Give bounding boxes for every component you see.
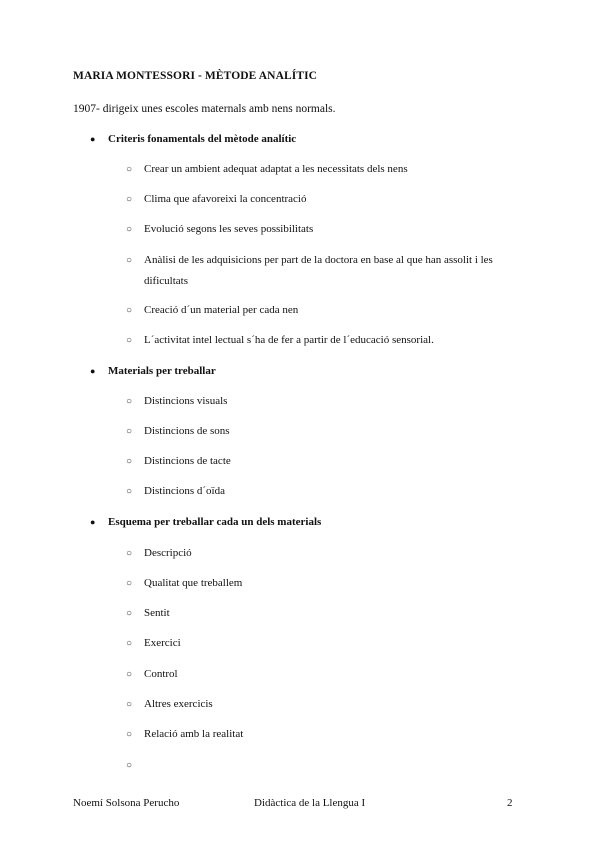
list-item-text: Clima que afavoreixi la concentració	[144, 193, 307, 205]
hollow-bullet-icon: ○	[126, 456, 133, 467]
list-item-text: Crear un ambient adequat adaptat a les necessitats dels nens	[144, 163, 408, 175]
hollow-bullet-icon: ○	[126, 396, 133, 407]
list-item	[126, 755, 530, 776]
list-item	[126, 724, 530, 745]
list-item	[126, 481, 530, 502]
hollow-bullet-icon: ○	[126, 729, 133, 740]
hollow-bullet-icon: ○	[126, 638, 133, 649]
list-item	[126, 603, 530, 624]
footer-author: Noemí Solsona Perucho	[73, 797, 180, 809]
list-item-text: Exercici	[144, 637, 181, 649]
section-heading	[90, 516, 321, 528]
list-item	[126, 219, 530, 240]
list-item	[126, 451, 530, 472]
hollow-bullet-icon: ○	[126, 548, 133, 559]
list-item-text: Sentit	[144, 607, 170, 619]
list-item-text: Descripció	[144, 547, 192, 559]
list-item	[126, 300, 530, 321]
list-item-text: Creació d´un material per cada nen	[144, 304, 299, 316]
list-item-text: Distincions d´oïda	[144, 485, 225, 497]
page-number: 2	[507, 797, 513, 809]
list-item-text: Altres exercicis	[144, 698, 213, 710]
list-item	[126, 694, 530, 715]
section-heading	[90, 365, 216, 377]
list-item	[126, 189, 530, 210]
hollow-bullet-icon: ○	[126, 224, 133, 235]
hollow-bullet-icon: ○	[126, 486, 133, 497]
list-item	[126, 664, 530, 685]
filled-bullet-icon: ●	[90, 134, 96, 144]
hollow-bullet-icon: ○	[126, 335, 133, 346]
hollow-bullet-icon: ○	[126, 164, 133, 175]
hollow-bullet-icon: ○	[126, 426, 133, 437]
filled-bullet-icon: ●	[90, 366, 96, 376]
document-title: MARIA MONTESSORI - MÈTODE ANALÍTIC	[73, 70, 318, 82]
list-item	[126, 543, 530, 564]
list-item	[126, 633, 530, 654]
list-item-text: Anàlisi de les adquisicions per part de la doctora en base al que han assolit i les dificultats	[144, 254, 493, 287]
section-heading-text: Materials per treballar	[108, 365, 216, 377]
hollow-bullet-icon: ○	[126, 760, 133, 771]
list-item	[126, 421, 530, 442]
intro-paragraph: 1907- dirigeix unes escoles maternals amb nens normals.	[73, 103, 336, 115]
list-item	[126, 159, 530, 180]
hollow-bullet-icon: ○	[126, 699, 133, 710]
hollow-bullet-icon: ○	[126, 194, 133, 205]
hollow-bullet-icon: ○	[126, 669, 133, 680]
hollow-bullet-icon: ○	[126, 255, 133, 266]
list-item-text: L´activitat intel lectual s´ha de fer a partir de l´educació sensorial.	[144, 334, 434, 346]
list-item	[126, 573, 530, 594]
list-item	[126, 391, 530, 412]
filled-bullet-icon: ●	[90, 517, 96, 527]
hollow-bullet-icon: ○	[126, 305, 133, 316]
section-heading-text: Esquema per treballar cada un dels materials	[108, 516, 322, 528]
list-item-text: Relació amb la realitat	[144, 728, 244, 740]
list-item-text: Distincions visuals	[144, 395, 228, 407]
section-heading	[90, 133, 296, 145]
list-item	[126, 330, 530, 351]
hollow-bullet-icon: ○	[126, 578, 133, 589]
list-item-text: Distincions de sons	[144, 425, 230, 437]
list-item	[126, 250, 530, 292]
section-heading-text: Criteris fonamentals del mètode analític	[108, 133, 297, 145]
footer-course: Didàctica de la Llengua I	[254, 797, 366, 809]
list-item-text: Control	[144, 668, 178, 680]
list-item-text: Qualitat que treballem	[144, 577, 243, 589]
list-item-text: Evolució segons les seves possibilitats	[144, 223, 314, 235]
hollow-bullet-icon: ○	[126, 608, 133, 619]
list-item-text: Distincions de tacte	[144, 455, 231, 467]
